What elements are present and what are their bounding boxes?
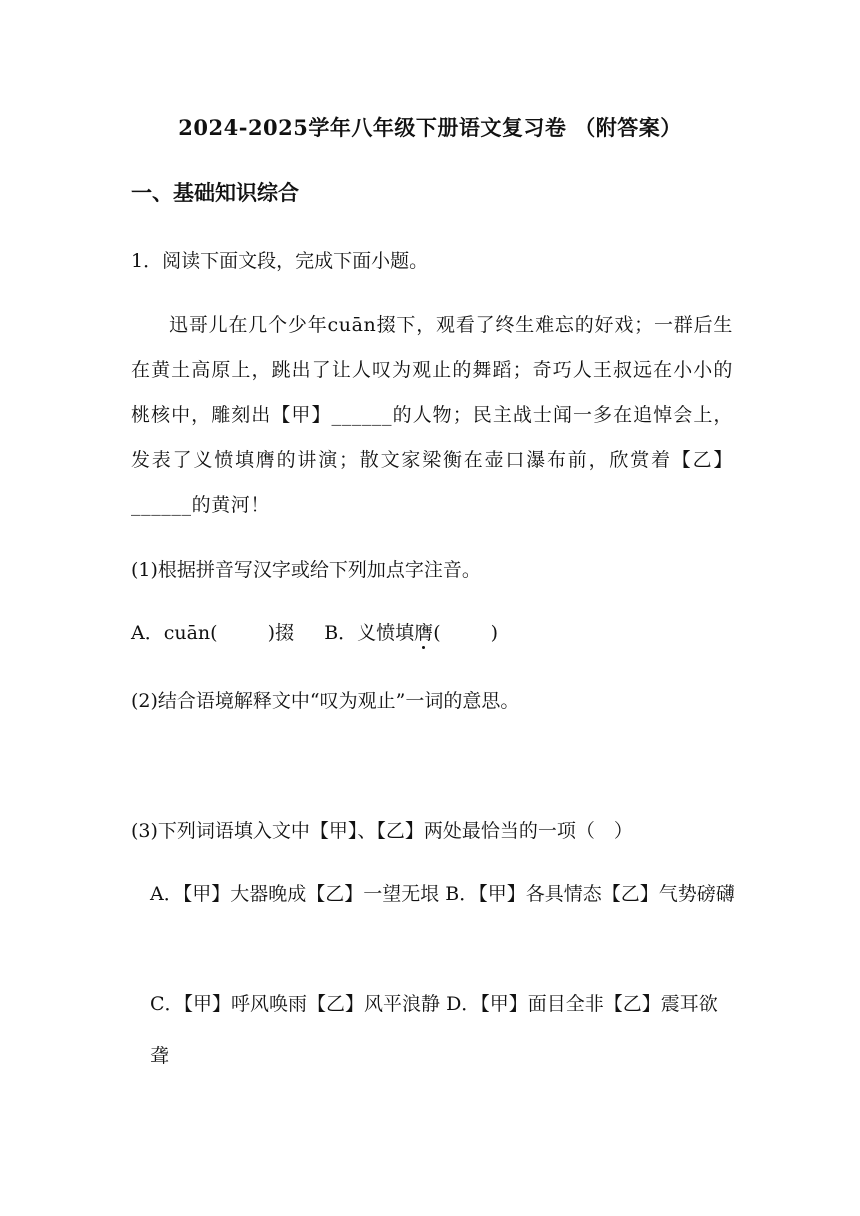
question-stem: 1．阅读下面文段，完成下面小题。 [131, 250, 429, 272]
option-b-paren-close: ) [490, 622, 499, 644]
reading-passage: 迅哥儿在几个少年cuān掇下，观看了终生难忘的好戏；一群后生在黄土高原上，跳出了让人叹为观止的舞蹈；奇巧人王叔远在小小的桃核中，雕刻出【甲】______的人物；民主战士闻一多在追悼会上，发表了义愤填膺的讲演；散文家梁衡在壶口瀑布前，欣赏着【乙】______的黄河！ [131, 314, 733, 516]
subquestion-2: (2)结合语境解释文中“叹为观止”一词的意思。 [131, 690, 520, 712]
page-title: 2024-2025学年八年级下册语文复习卷 （附答案） [178, 115, 682, 140]
option-a-tail: )掇 [267, 622, 294, 644]
subquestion-3: (3)下列词语填入文中【甲】、【乙】两处最恰当的一项（ ） [131, 820, 633, 842]
options-a-b: A．【甲】大器晚成【乙】一望无垠 B．【甲】各具情态【乙】气势磅礴 [150, 883, 735, 905]
options-c-d: C．【甲】呼风唤雨【乙】风平浪静 D．【甲】面目全非【乙】震耳欲聋 [150, 993, 718, 1067]
subquestion-1-options [131, 618, 498, 645]
option-a-label: A．cuān( [131, 622, 218, 644]
dotted-character: 膺 [414, 618, 433, 645]
option-b-paren-open: ( [433, 622, 441, 644]
option-b-label: B．义愤填 [324, 622, 415, 644]
section-heading: 一、基础知识综合 [131, 180, 299, 205]
subquestion-1: (1)根据拼音写汉字或给下列加点字注音。 [131, 559, 481, 581]
